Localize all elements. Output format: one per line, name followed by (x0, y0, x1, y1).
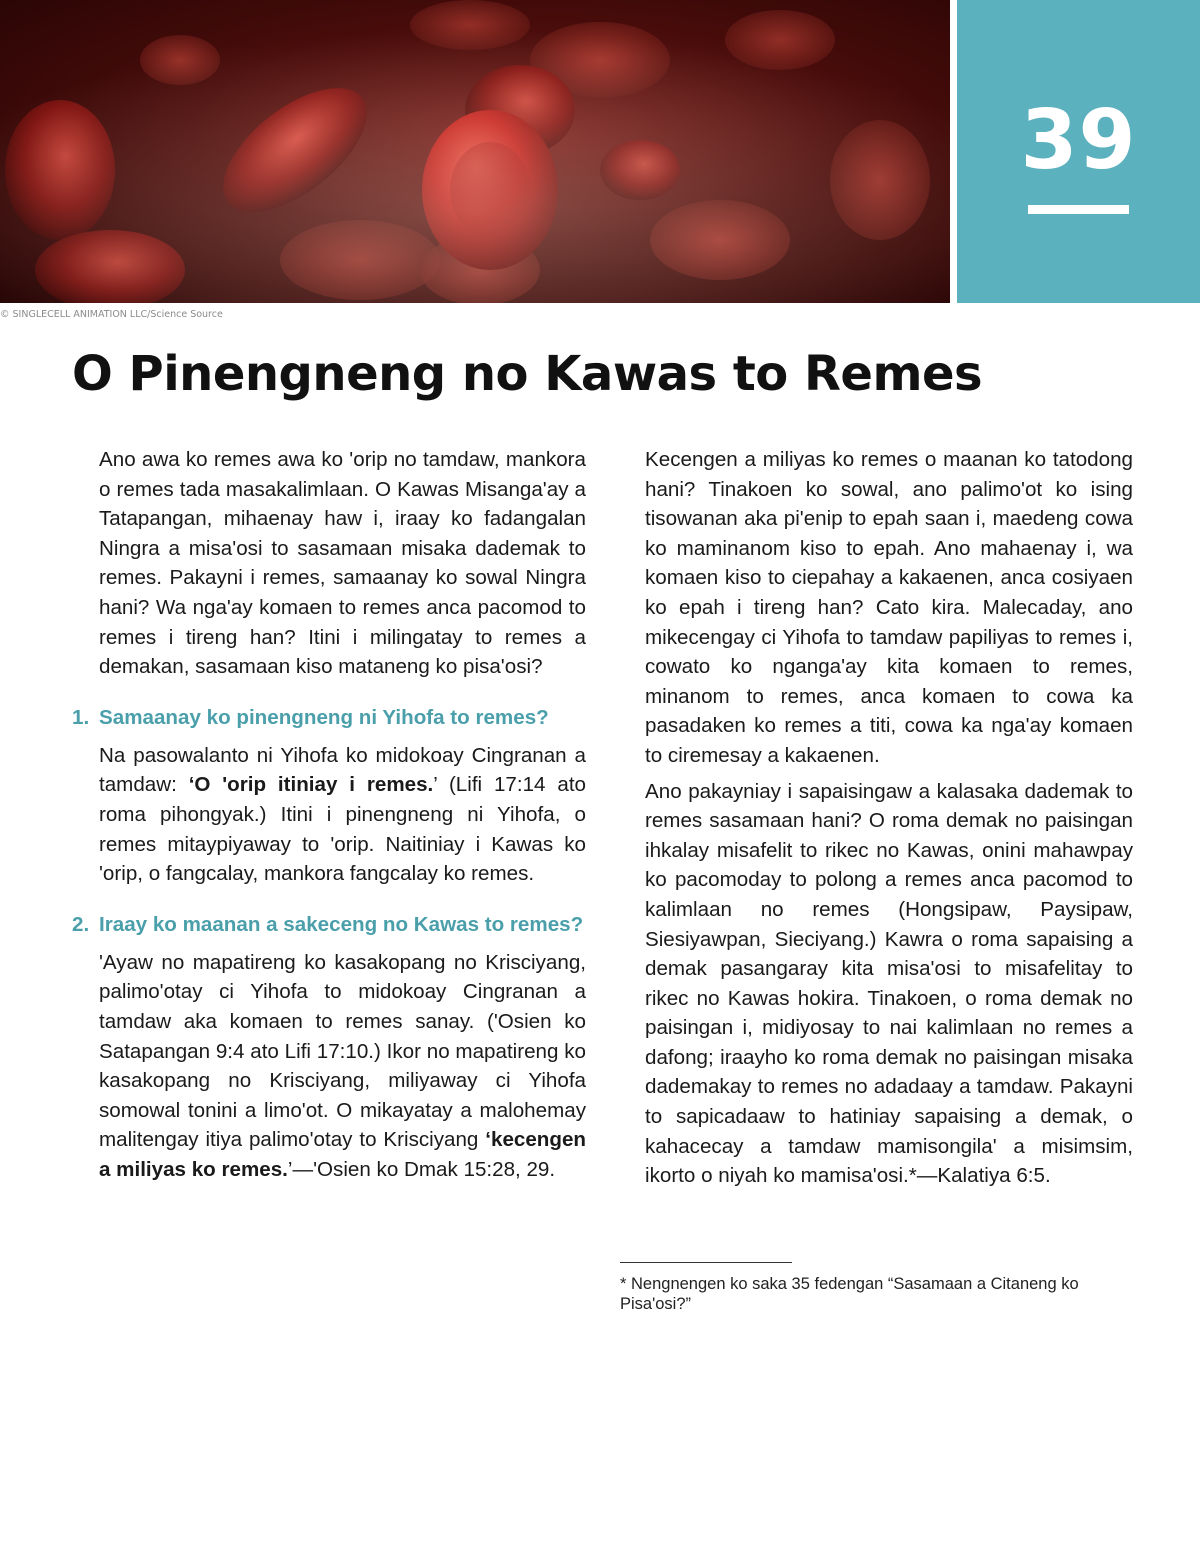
right-paragraph-1: Kecengen a miliyas ko remes o maanan ko tatodong hani? Tinakoen ko sowal, ano palimo'ot ko ising tisowanan aka pi'enip to epah saan i, maedeng cowa ko maminanom kiso to epah. Ano mahaenay i, wa komaen kiso to ciepahay a kakaenen, anca cosiyaen ko epah i tireng han? Cato kira. Malecaday, ano mikecengay ci Yihofa to tamdaw papiliyas to remes i, cowato ko nganga'ay kita komaen to remes, minanom to remes, anca komaen to cowa ka pasadaken ko remes a titi, cowa ka nga'ay komaen to ciremesay a kakaenen. (645, 448, 1133, 767)
footnote: * Nengnengen ko saka 35 fedengan “Sasamaan a Citaneng ko Pisa'osi?” (620, 1275, 1079, 1313)
blood-cells-illustration (0, 0, 950, 303)
lesson-number-underline (1028, 205, 1129, 214)
answer-1-paragraph (99, 741, 586, 889)
question-2-number: 2. (72, 912, 90, 936)
question-2-heading (72, 910, 586, 940)
right-paragraph-2: Ano pakayniay i sapaisingaw a kalasaka dademak to remes sasamaan hani? O roma demak no paisingan ihkalay misafelit to rikec no Kawas, onini mahawpay ko pacomoday to polong a remes anca pacomod to kalimlaan no remes (Hongsipaw, Paysipaw, Siesiyawpan, Sieciyang.) Kawra o roma sapaising a demak pasangaray kita misa'osi to misafelitay to rikec no Kawas hokira. Tinakoen, o roma demak no paisingan i, midiyosay to nai kalimlaan no remes a dafong; iraayho ko roma demak no paisingan misaka dademakay to remes no adadaay a tamdaw. Pakayni to sapicadaaw to hatiniay sapaising a demak, o kahacecay a tamdaw mamisongila' a misimsim, ikorto o niyah ko mamisa'osi.*—Kalatiya 6:5. (645, 779, 1133, 1188)
lesson-number: 39 (1020, 93, 1137, 188)
lesson-number-box (957, 0, 1200, 303)
answer-1-text-b: ’ (Lifi 17:14 ato roma pihongyak.) Itini i pinengneng ni Yihofa, o remes mitaypiyaway to 'orip. Naitiniay i Kawas ko 'orip, o fangcalay, mankora fangcalay ko remes. (99, 773, 586, 886)
answer-2-quote: ‘kecengen a miliyas ko remes. (99, 1128, 586, 1181)
question-1-heading (72, 703, 586, 733)
answer-2-text-b: ’—'Osien ko Dmak 15:28, 29. (287, 1157, 556, 1181)
blood-cells-photo (0, 0, 950, 303)
question-1-number: 1. (72, 705, 90, 729)
question-2-text: Iraay ko maanan a sakeceng no Kawas to remes? (99, 912, 584, 936)
answer-2-text-a: 'Ayaw no mapatireng ko kasakopang no Krisciyang, palimo'otay ci Yihofa to midokoay Cingranan a tamdaw aka komaen to remes sanay. ('Osien ko Satapangan 9:4 ato Lifi 17:10.) Ikor no mapatireng ko kasakopang no Krisciyang, miliyaway ci Yihofa somowal tonini a limo'ot. O mikayatay a malohemay malitengay itiya palimo'otay to Krisciyang (99, 950, 586, 1152)
answer-2-paragraph (99, 948, 586, 1185)
page-title: O Pinengneng no Kawas to Remes (72, 346, 983, 402)
answer-1-quote: ‘O 'orip itiniay i remes. (188, 773, 434, 797)
right-column (645, 445, 1133, 1191)
question-1-text: Samaanay ko pinengneng ni Yihofa to remes? (99, 705, 549, 729)
left-column (72, 445, 586, 1184)
answer-1-text-a: Na pasowalanto ni Yihofa ko midokoay Cingranan a tamdaw: (99, 743, 586, 797)
intro-paragraph: Ano awa ko remes awa ko 'orip no tamdaw, mankora o remes tada masakalimlaan. O Kawas Misanga'ay a Tatapangan, mihaenay haw i, iraay ko fadangalan Ningra a misa'osi to sasamaan misaka dademak to remes. Pakayni i remes, samaanay ko sowal Ningra hani? Wa nga'ay komaen to remes anca pacomod to remes i tireng han? Itini i milingatay to remes a demakan, sasamaan kiso mataneng ko pisa'osi? (99, 448, 586, 679)
footnote-divider (620, 1262, 792, 1263)
photo-credit: © SINGLECELL ANIMATION LLC/Science Source (0, 309, 223, 320)
